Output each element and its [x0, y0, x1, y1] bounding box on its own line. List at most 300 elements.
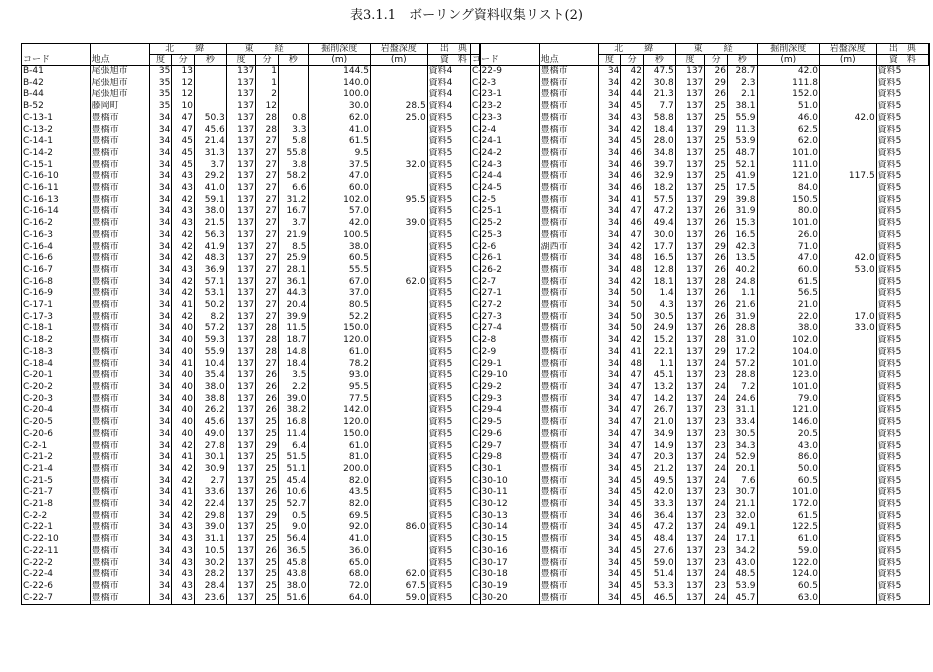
- cell-lon-min: 27: [256, 183, 279, 195]
- cell-code: C-18-3: [23, 346, 53, 357]
- cell-lon-min: 28: [256, 347, 279, 359]
- cell-code: B-44: [23, 89, 44, 100]
- cell-lon-min: 25: [705, 101, 728, 113]
- cell-lon-deg: 137: [226, 593, 256, 605]
- cell-lat-deg: 34: [149, 593, 172, 605]
- table-row: [471, 230, 929, 242]
- cell-bedrock: [370, 66, 427, 78]
- cell-place: 豊橋市: [539, 499, 598, 511]
- cell-lon-min: 25: [705, 171, 728, 183]
- cell-lon-min: 26: [256, 405, 279, 417]
- cell-lat-min: 47: [621, 230, 644, 242]
- cell-lat-deg: 34: [598, 89, 621, 101]
- cell-source: 資料5: [427, 335, 479, 347]
- cell-lat-deg: 34: [149, 206, 172, 218]
- cell-code: C-22-2: [23, 557, 53, 568]
- cell-code: C-21-8: [23, 499, 53, 510]
- cell-code: B-52: [23, 101, 44, 112]
- cell-lat-deg: 34: [149, 499, 172, 511]
- cell-place: 豊橋市: [539, 558, 598, 570]
- cell-lon-sec: 43.8: [278, 569, 308, 581]
- cell-code: C-16-10: [23, 171, 59, 182]
- cell-source: 資料5: [876, 101, 928, 113]
- cell-lon-sec: 52.9: [727, 452, 757, 464]
- cell-place: 豊橋市: [539, 230, 598, 242]
- cell-lat-min: 40: [172, 382, 195, 394]
- cell-source: 資料5: [876, 277, 928, 289]
- cell-bedrock: [819, 125, 876, 137]
- cell-lat-deg: 34: [149, 558, 172, 570]
- cell-lat-sec: 39.0: [194, 522, 226, 534]
- cell-lat-deg: 34: [598, 464, 621, 476]
- cell-depth: 121.0: [757, 405, 819, 417]
- table-row: [471, 394, 929, 406]
- cell-source: 資料5: [876, 347, 928, 359]
- cell-code: C-24-3: [472, 159, 502, 170]
- table-row: [22, 66, 480, 78]
- cell-depth: 150.0: [308, 323, 370, 335]
- table-row: [22, 101, 480, 113]
- cell-lat-sec: 30.5: [643, 312, 675, 324]
- cell-lat-min: 41: [172, 359, 195, 371]
- cell-place: 豊橋市: [539, 569, 598, 581]
- table-row: [22, 370, 480, 382]
- cell-place: 豊橋市: [90, 148, 149, 160]
- cell-code: C-16-4: [23, 241, 53, 252]
- cell-lat-min: 42: [172, 511, 195, 523]
- cell-source: 資料5: [427, 125, 479, 137]
- cell-lon-sec: 36.1: [278, 277, 308, 289]
- cell-depth: 47.0: [308, 171, 370, 183]
- cell-place: 豊橋市: [90, 300, 149, 312]
- cell-place: 豊橋市: [539, 136, 598, 148]
- header-longitude: 東 経: [675, 44, 757, 55]
- cell-depth: 69.5: [308, 511, 370, 523]
- cell-lon-sec: 28.1: [278, 265, 308, 277]
- cell-lat-deg: 34: [149, 230, 172, 242]
- cell-source: 資料5: [876, 253, 928, 265]
- cell-depth: 61.0: [757, 534, 819, 546]
- cell-lon-deg: 137: [226, 148, 256, 160]
- cell-source: 資料5: [427, 476, 479, 488]
- cell-lon-deg: 137: [675, 195, 705, 207]
- cell-lat-deg: 34: [149, 534, 172, 546]
- cell-lon-sec: 28.7: [727, 66, 757, 78]
- cell-place: 豊橋市: [539, 125, 598, 137]
- cell-lon-deg: 137: [675, 487, 705, 499]
- cell-lon-deg: 137: [675, 101, 705, 113]
- cell-lat-deg: 35: [149, 101, 172, 113]
- cell-depth: 43.0: [757, 441, 819, 453]
- cell-lat-min: 45: [621, 136, 644, 148]
- cell-place: 豊橋市: [539, 288, 598, 300]
- cell-lon-min: 27: [256, 300, 279, 312]
- cell-lon-deg: 137: [226, 359, 256, 371]
- cell-lon-deg: 137: [675, 499, 705, 511]
- cell-bedrock: [819, 370, 876, 382]
- cell-depth: 60.5: [308, 253, 370, 265]
- cell-depth: 38.0: [308, 242, 370, 254]
- cell-lon-min: 27: [256, 312, 279, 324]
- cell-bedrock: [370, 242, 427, 254]
- cell-code: C-30-15: [472, 534, 508, 545]
- cell-place: 豊橋市: [90, 511, 149, 523]
- cell-depth: 47.0: [757, 253, 819, 265]
- cell-lat-sec: 10.5: [194, 546, 226, 558]
- cell-lon-deg: 137: [226, 195, 256, 207]
- cell-lat-deg: 34: [598, 347, 621, 359]
- cell-lon-sec: 53.9: [727, 581, 757, 593]
- cell-lon-deg: 137: [226, 511, 256, 523]
- cell-place: 豊橋市: [539, 148, 598, 160]
- header-code: コード: [22, 44, 90, 66]
- cell-lat-sec: 21.3: [643, 89, 675, 101]
- cell-code: C-23-2: [472, 101, 502, 112]
- cell-lat-min: 40: [172, 417, 195, 429]
- cell-bedrock: [819, 218, 876, 230]
- cell-source: 資料5: [876, 125, 928, 137]
- cell-lat-deg: 34: [598, 323, 621, 335]
- header-lon-sec: 秒: [278, 55, 308, 66]
- cell-source: 資料5: [876, 546, 928, 558]
- cell-lon-deg: 137: [226, 394, 256, 406]
- cell-lat-sec: 33.3: [643, 499, 675, 511]
- cell-bedrock: [819, 242, 876, 254]
- cell-lon-min: 26: [256, 370, 279, 382]
- cell-lon-sec: 17.2: [727, 347, 757, 359]
- cell-place: 豊橋市: [539, 113, 598, 125]
- cell-lat-deg: 34: [598, 487, 621, 499]
- header-lon-min: 分: [705, 55, 728, 66]
- cell-code: C-20-2: [23, 381, 53, 392]
- cell-depth: 101.0: [757, 359, 819, 371]
- cell-lon-deg: 137: [675, 230, 705, 242]
- cell-source: 資料5: [427, 183, 479, 195]
- cell-source: 資料5: [876, 335, 928, 347]
- table-row: [22, 335, 480, 347]
- cell-lon-deg: 137: [675, 452, 705, 464]
- cell-lon-sec: 10.6: [278, 487, 308, 499]
- cell-lat-min: 47: [621, 394, 644, 406]
- cell-lat-sec: 18.2: [643, 183, 675, 195]
- table-row: [471, 546, 929, 558]
- cell-lat-deg: 35: [149, 66, 172, 78]
- cell-lat-deg: 34: [598, 265, 621, 277]
- cell-lat-deg: 34: [598, 452, 621, 464]
- cell-bedrock: [819, 300, 876, 312]
- cell-lon-min: 29: [705, 242, 728, 254]
- cell-depth: 86.0: [757, 452, 819, 464]
- cell-lat-sec: 31.3: [194, 148, 226, 160]
- cell-lon-sec: 18.4: [278, 359, 308, 371]
- cell-lat-deg: 34: [598, 125, 621, 137]
- cell-lat-sec: 42.0: [643, 487, 675, 499]
- cell-code: C-26-1: [472, 253, 502, 264]
- cell-lat-min: 45: [172, 136, 195, 148]
- table-row: [471, 370, 929, 382]
- cell-lon-min: 26: [705, 230, 728, 242]
- cell-depth: 102.0: [308, 195, 370, 207]
- cell-lon-deg: 137: [675, 347, 705, 359]
- table-row: [471, 464, 929, 476]
- cell-source: 資料5: [876, 242, 928, 254]
- cell-lat-min: 46: [621, 160, 644, 172]
- cell-source: 資料5: [427, 511, 479, 523]
- cell-lon-sec: 21.1: [727, 499, 757, 511]
- cell-bedrock: [370, 300, 427, 312]
- cell-lat-deg: 34: [149, 242, 172, 254]
- cell-lon-min: 25: [705, 136, 728, 148]
- cell-code: C-16-6: [23, 253, 53, 264]
- cell-lon-sec: [278, 66, 308, 78]
- cell-source: 資料5: [876, 323, 928, 335]
- cell-lon-sec: 38.2: [278, 405, 308, 417]
- cell-lon-deg: 137: [226, 569, 256, 581]
- cell-lat-deg: 34: [149, 464, 172, 476]
- cell-lon-sec: 45.4: [278, 476, 308, 488]
- table-row: [471, 382, 929, 394]
- cell-code: C-2-1: [23, 440, 48, 451]
- cell-source: 資料5: [427, 370, 479, 382]
- cell-bedrock: [370, 452, 427, 464]
- cell-code: C-17-3: [23, 311, 53, 322]
- header-depth-unit: (m): [757, 55, 819, 66]
- cell-lon-deg: 137: [226, 78, 256, 90]
- cell-source: 資料5: [876, 66, 928, 78]
- cell-lon-deg: 137: [675, 569, 705, 581]
- cell-lon-min: 25: [256, 569, 279, 581]
- cell-lat-min: 42: [172, 277, 195, 289]
- cell-source: 資料5: [427, 253, 479, 265]
- cell-lat-sec: 58.8: [643, 113, 675, 125]
- table-row: [22, 277, 480, 289]
- cell-lon-min: 26: [705, 265, 728, 277]
- cell-lat-sec: 50.2: [194, 300, 226, 312]
- cell-source: 資料5: [876, 89, 928, 101]
- cell-lon-deg: 137: [675, 417, 705, 429]
- cell-lat-min: 45: [621, 546, 644, 558]
- cell-source: 資料4: [427, 66, 479, 78]
- cell-lat-deg: 34: [598, 370, 621, 382]
- cell-lon-sec: 17.5: [727, 183, 757, 195]
- cell-depth: 61.5: [308, 136, 370, 148]
- header-source: 出 典: [427, 44, 479, 55]
- header-bedrock: 岩盤深度: [370, 44, 427, 55]
- cell-place: 豊橋市: [90, 476, 149, 488]
- cell-bedrock: [370, 78, 427, 90]
- cell-lat-sec: 55.9: [194, 347, 226, 359]
- cell-lat-sec: 2.7: [194, 476, 226, 488]
- cell-lat-sec: 28.4: [194, 581, 226, 593]
- cell-depth: 67.0: [308, 277, 370, 289]
- cell-lat-min: 40: [172, 405, 195, 417]
- cell-lon-sec: [278, 101, 308, 113]
- table-row: [22, 195, 480, 207]
- cell-lat-sec: 28.2: [194, 569, 226, 581]
- cell-code: C-30-13: [472, 510, 508, 521]
- table-row: [471, 405, 929, 417]
- cell-source: 資料5: [876, 195, 928, 207]
- cell-place: 豊橋市: [90, 546, 149, 558]
- cell-lon-deg: 137: [675, 171, 705, 183]
- cell-bedrock: [819, 546, 876, 558]
- cell-place: 豊橋市: [90, 382, 149, 394]
- cell-depth: 122.5: [757, 522, 819, 534]
- cell-lon-min: 28: [256, 323, 279, 335]
- cell-depth: 152.0: [757, 89, 819, 101]
- table-row: [22, 558, 480, 570]
- cell-lon-min: 28: [256, 125, 279, 137]
- cell-place: 豊橋市: [90, 183, 149, 195]
- table-row: [22, 581, 480, 593]
- cell-lat-deg: 34: [598, 148, 621, 160]
- header-lat-deg: 度: [149, 55, 172, 66]
- cell-lon-deg: 137: [675, 288, 705, 300]
- cell-source: 資料5: [427, 160, 479, 172]
- table-row: [22, 522, 480, 534]
- cell-source: 資料5: [427, 558, 479, 570]
- cell-lat-min: 45: [621, 581, 644, 593]
- cell-lat-deg: 34: [598, 277, 621, 289]
- cell-lat-min: 42: [172, 499, 195, 511]
- cell-lon-min: 24: [705, 522, 728, 534]
- cell-code: C-27-1: [472, 288, 502, 299]
- cell-code: C-29-7: [472, 440, 502, 451]
- cell-code: C-2-2: [23, 510, 48, 521]
- cell-lon-sec: 56.4: [278, 534, 308, 546]
- cell-depth: 60.5: [757, 581, 819, 593]
- cell-place: 豊橋市: [90, 499, 149, 511]
- cell-depth: 124.0: [757, 569, 819, 581]
- cell-place: 豊橋市: [90, 323, 149, 335]
- cell-depth: 150.5: [757, 195, 819, 207]
- cell-lon-deg: 137: [226, 546, 256, 558]
- cell-lon-min: 26: [256, 546, 279, 558]
- cell-lat-deg: 34: [598, 511, 621, 523]
- cell-lon-min: 2: [256, 89, 279, 101]
- cell-bedrock: [819, 160, 876, 172]
- cell-place: 豊橋市: [539, 359, 598, 371]
- cell-depth: 61.5: [757, 511, 819, 523]
- cell-lon-min: 28: [256, 335, 279, 347]
- cell-bedrock: [819, 581, 876, 593]
- cell-lon-deg: 137: [226, 405, 256, 417]
- cell-depth: 77.5: [308, 394, 370, 406]
- cell-depth: 9.5: [308, 148, 370, 160]
- cell-lon-min: 1: [256, 78, 279, 90]
- cell-code: C-14-2: [23, 147, 53, 158]
- cell-code: C-24-4: [472, 171, 502, 182]
- cell-lon-min: 25: [256, 522, 279, 534]
- table-row: [22, 569, 480, 581]
- cell-source: 資料5: [427, 277, 479, 289]
- cell-depth: 30.0: [308, 101, 370, 113]
- cell-lon-min: 28: [705, 277, 728, 289]
- cell-source: 資料5: [876, 476, 928, 488]
- cell-lon-sec: 17.1: [727, 534, 757, 546]
- cell-source: 資料5: [876, 206, 928, 218]
- table-row: [471, 417, 929, 429]
- cell-lat-deg: 34: [598, 312, 621, 324]
- header-longitude: 東 経: [226, 44, 308, 55]
- cell-lon-sec: 38.0: [278, 581, 308, 593]
- cell-bedrock: [819, 230, 876, 242]
- cell-lon-sec: 32.0: [727, 511, 757, 523]
- cell-depth: 172.0: [757, 499, 819, 511]
- cell-lon-deg: 137: [675, 113, 705, 125]
- header-latitude: 北 緯: [149, 44, 226, 55]
- table-row: [22, 253, 480, 265]
- cell-lon-deg: 137: [226, 183, 256, 195]
- table-row: [22, 323, 480, 335]
- cell-lon-deg: 137: [226, 230, 256, 242]
- cell-bedrock: [370, 487, 427, 499]
- header-bedrock-unit: (m): [819, 55, 876, 66]
- cell-bedrock: [819, 382, 876, 394]
- cell-lat-min: 50: [621, 312, 644, 324]
- cell-bedrock: [370, 441, 427, 453]
- cell-lon-deg: 137: [226, 218, 256, 230]
- cell-lon-min: 25: [256, 499, 279, 511]
- cell-lon-sec: 39.9: [278, 312, 308, 324]
- cell-lon-sec: 7.2: [727, 382, 757, 394]
- cell-lat-deg: 34: [149, 148, 172, 160]
- cell-lon-min: 26: [705, 312, 728, 324]
- cell-bedrock: [370, 347, 427, 359]
- cell-depth: 21.0: [757, 300, 819, 312]
- cell-source: 資料5: [427, 546, 479, 558]
- cell-lat-min: 43: [172, 218, 195, 230]
- cell-lat-deg: 34: [598, 160, 621, 172]
- cell-lat-deg: 34: [598, 78, 621, 90]
- cell-lon-sec: 42.3: [727, 242, 757, 254]
- cell-bedrock: [819, 394, 876, 406]
- cell-bedrock: 25.0: [370, 113, 427, 125]
- table-row: [471, 218, 929, 230]
- table-row: [22, 394, 480, 406]
- cell-code: C-24-1: [472, 136, 502, 147]
- cell-source: 資料5: [427, 452, 479, 464]
- cell-lat-sec: [194, 101, 226, 113]
- table-row: [471, 253, 929, 265]
- cell-depth: 80.5: [308, 300, 370, 312]
- cell-lon-min: 25: [256, 429, 279, 441]
- table-row: [22, 534, 480, 546]
- cell-lon-deg: 137: [675, 581, 705, 593]
- cell-lat-deg: 34: [598, 441, 621, 453]
- cell-lat-min: 43: [172, 558, 195, 570]
- header-lat-deg: 度: [598, 55, 621, 66]
- cell-lon-min: 23: [705, 511, 728, 523]
- cell-place: 豊橋市: [539, 347, 598, 359]
- cell-lon-deg: 137: [226, 323, 256, 335]
- cell-lon-min: 24: [705, 464, 728, 476]
- cell-code: C-22-9: [472, 66, 502, 76]
- cell-place: 尾張旭市: [90, 66, 149, 78]
- cell-bedrock: [370, 89, 427, 101]
- cell-code: C-30-17: [472, 557, 508, 568]
- cell-lat-deg: 34: [598, 429, 621, 441]
- cell-lon-min: 25: [256, 452, 279, 464]
- cell-lat-sec: 26.2: [194, 405, 226, 417]
- cell-depth: 95.5: [308, 382, 370, 394]
- cell-lat-min: 45: [621, 558, 644, 570]
- table-row: [471, 569, 929, 581]
- cell-depth: 200.0: [308, 464, 370, 476]
- cell-lat-deg: 34: [149, 277, 172, 289]
- cell-depth: 64.0: [308, 593, 370, 605]
- cell-lat-sec: 29.2: [194, 171, 226, 183]
